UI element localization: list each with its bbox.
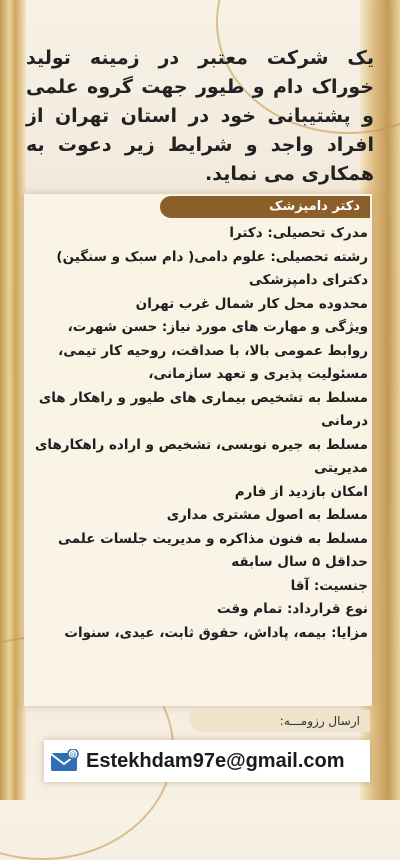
detail-line: حداقل ۵ سال سابقه <box>231 554 368 570</box>
email-address[interactable]: Estekhdam97e@gmail.com <box>86 749 345 772</box>
mail-icon <box>50 749 80 773</box>
detail-line: مسلط به جیره نویسی، تشخیص و اراده راهکارهای مدیریتی <box>35 436 368 476</box>
job-title: دکتر دامپزشک <box>160 196 370 218</box>
detail-line: امکان بازدید از فارم <box>234 483 368 500</box>
detail-line: مزایا: بیمه، پاداش، حقوق ثابت، عیدی، سنوات <box>64 624 368 641</box>
svg-text:@: @ <box>69 751 77 759</box>
detail-line: مدرک تحصیلی: دکترا <box>229 225 368 241</box>
send-resume-label: ارسال رزومـــه: <box>190 710 370 732</box>
detail-line: مسلط به فنون مذاکره و مدیریت جلسات علمی <box>58 530 368 547</box>
detail-line: نوع قرارداد: تمام وقت <box>217 601 368 617</box>
detail-line: دکترای دامپزشکی <box>249 272 368 288</box>
detail-line: رشته تحصیلی: علوم دامی( دام سبک و سنگین) <box>56 248 368 265</box>
detail-line: جنسیت: آقا <box>290 577 368 594</box>
detail-line: مسلط به تشخیص بیماری های طیور و راهکار های درمانی <box>38 389 368 429</box>
detail-line: مسلط به اصول مشتری مداری <box>166 507 368 523</box>
detail-line: ویژگی و مهارت های مورد نیاز: حسن شهرت، روابط عمومی بالا، با صداقت، روحیه کار تیمی، مسئولیت پذیری و تعهد سازمانی، <box>58 319 368 382</box>
detail-line: محدوده محل کار شمال غرب تهران <box>135 295 368 312</box>
email-box[interactable] <box>44 740 370 782</box>
headline: یک شرکت معتبر در زمینه تولید خوراک دام و طیور جهت گروه علمی و پشتیبانی خود در استان تهران از افراد واجد و شرایط زیر دعوت به همکاری می نماید. <box>26 47 374 185</box>
job-details <box>30 222 368 645</box>
